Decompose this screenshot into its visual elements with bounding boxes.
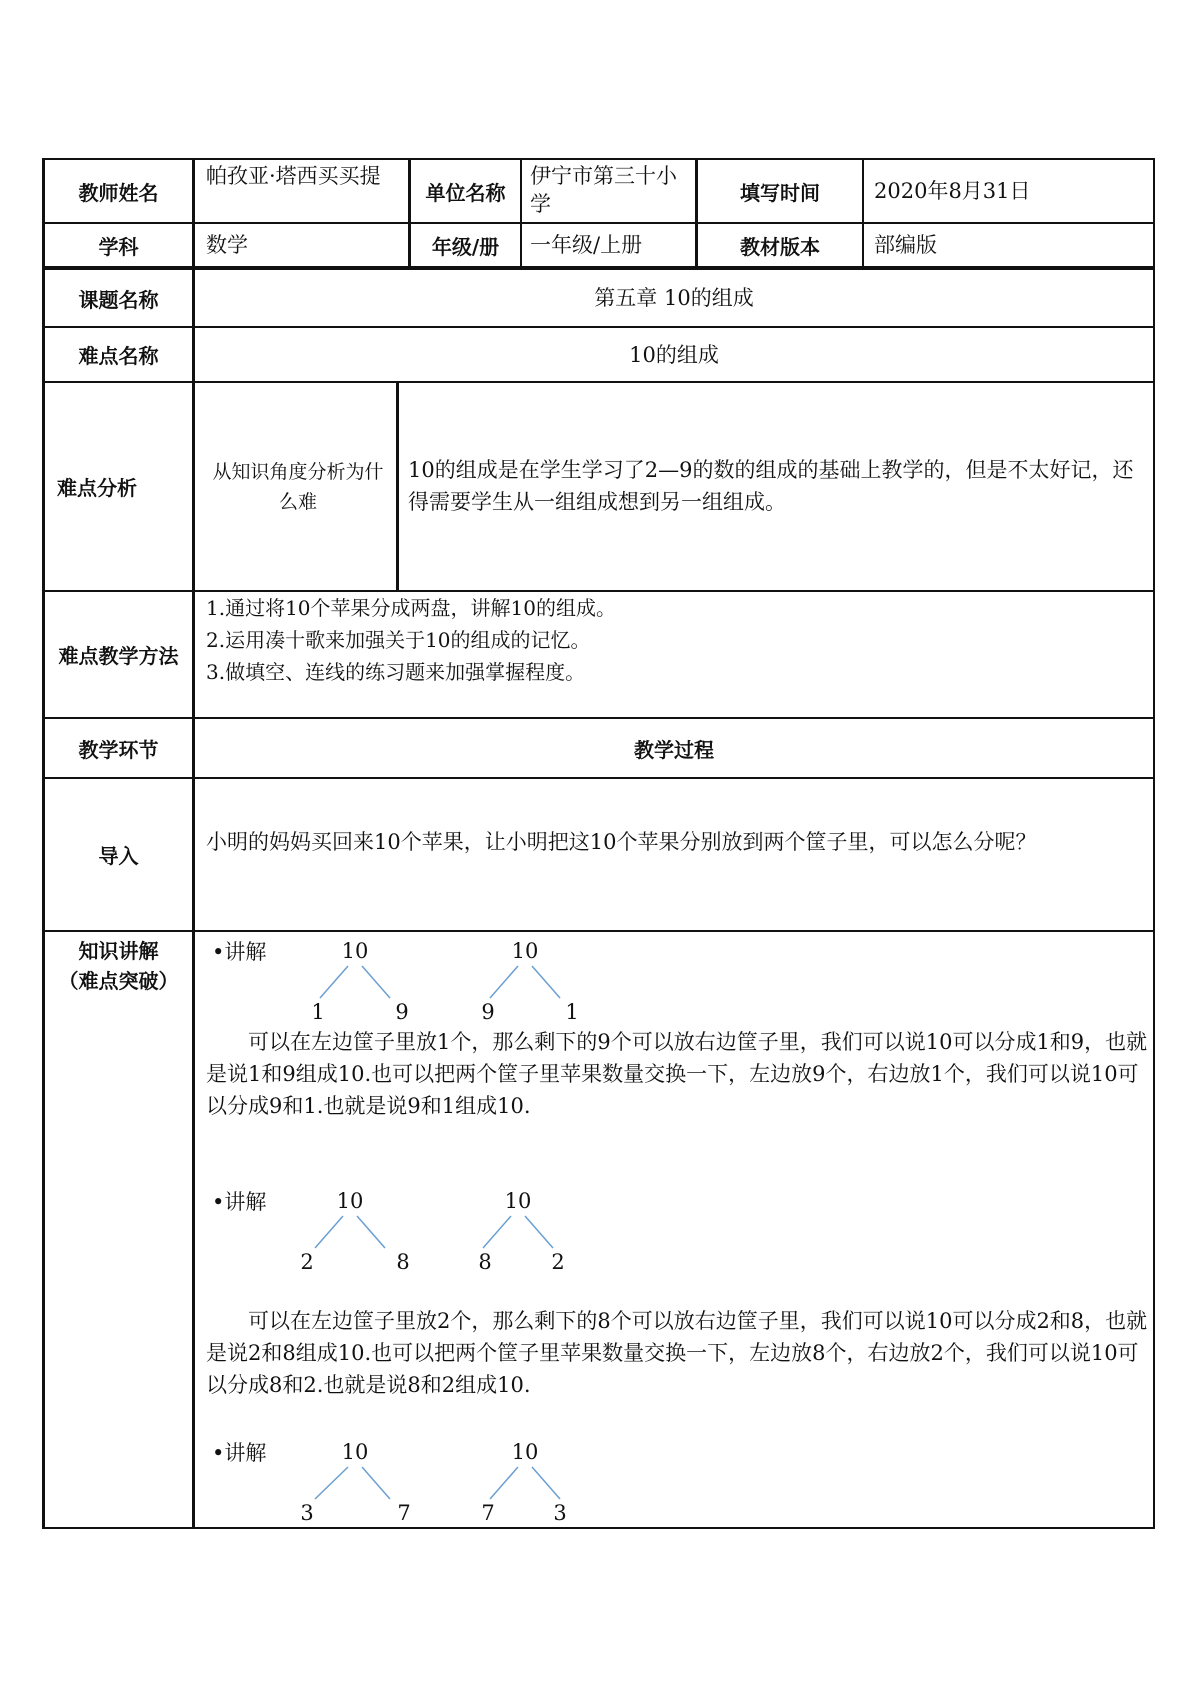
teaching-process-label: 教学过程 [634,737,714,762]
fill-date-value: 2020年8月31日 [874,179,1031,203]
tree-top-number: 10 [341,1440,369,1464]
tree-branch-left [490,966,518,998]
composition-tree [470,936,610,1022]
teacher-name-value: 帕孜亚·塔西买买提 [206,164,381,188]
difficulty-analysis-label: 难点分析 [57,476,137,500]
teaching-method-label: 难点教学方法 [58,644,179,668]
tree-left-number: 8 [478,1250,492,1274]
tree-right-number: 7 [397,1501,411,1525]
explain-bullet: •讲解 [212,1441,267,1465]
composition-tree [300,1437,440,1523]
tree-right-number: 8 [396,1250,410,1274]
method-item: 1.通过将10个苹果分成两盘，讲解10的组成。 [206,596,616,620]
tree-top-number: 10 [511,1440,539,1464]
composition-tree [463,1186,603,1272]
tree-branch-left [483,1216,511,1248]
tree-branch-left [315,1216,343,1248]
topic-value: 第五章 10的组成 [594,286,754,310]
intro-label: 导入 [98,844,139,868]
tree-branch-right [532,1467,560,1499]
explain-bullet: •讲解 [212,1190,267,1214]
tree-branch-right [532,966,560,998]
tree-branch-right [357,1216,385,1248]
method-item: 2.运用凑十歌来加强关于10的组成的记忆。 [206,628,591,652]
knowledge-label-line2: （难点突破） [58,969,179,993]
difficulty-name-label: 难点名称 [78,344,159,368]
grade-value: 一年级/上册 [530,233,643,257]
tree-branch-left [320,966,348,998]
analysis-text: 10的组成是在学生学习了2—9的数的组成的基础上教学的，但是不太好记，还得需要学生从一组组成想到另一组组成。 [408,458,1134,514]
explain-bullet: •讲解 [212,940,267,964]
teaching-stage-label: 教学环节 [78,737,159,762]
subject-label: 学科 [98,234,139,259]
tree-left-number: 3 [300,1501,314,1525]
knowledge-label [45,936,192,996]
unit-name-value: 伊宁市第三十小学 [530,164,677,216]
composition-tree [300,936,440,1022]
intro-text: 小明的妈妈买回来10个苹果，让小明把这10个苹果分别放到两个筐子里，可以怎么分呢？ [206,830,1037,854]
knowledge-label-line1: 知识讲解 [78,939,159,963]
tree-branch-right [525,1216,553,1248]
tree-top-number: 10 [341,939,369,963]
tree-branch-left [315,1467,348,1499]
subject-value: 数学 [206,233,248,257]
tree-branch-right [362,966,390,998]
tree-top-number: 10 [336,1189,364,1213]
tree-right-number: 3 [553,1501,567,1525]
tree-right-number: 2 [551,1250,565,1274]
edition-value: 部编版 [874,233,937,257]
teacher-name-label: 教师姓名 [78,180,159,205]
tree-branch-left [490,1467,518,1499]
composition-tree [295,1186,435,1272]
tree-branch-right [362,1467,390,1499]
grade-label: 年级/册 [431,234,500,259]
tree-left-number: 9 [481,1000,495,1024]
unit-name-label: 单位名称 [425,180,506,205]
difficulty-name-value: 10的组成 [629,342,719,367]
tree-right-number: 9 [395,1000,409,1024]
tree-right-number: 1 [565,1000,579,1024]
explain-paragraph: 可以在左边筐子里放2个，那么剩下的8个可以放右边筐子里，我们可以说10可以分成2和8，也就是说2和8组成10.也可以把两个筐子里苹果数量交换一下，左边放8个，右边放2个，我们可以说10可以分成8和2.也就是说8和2组成10. [206,1309,1148,1397]
tree-left-number: 1 [311,1000,325,1024]
tree-left-number: 2 [300,1250,314,1274]
tree-left-number: 7 [481,1501,495,1525]
method-item: 3.做填空、连线的练习题来加强掌握程度。 [206,660,586,684]
fill-date-label: 填写时间 [740,180,820,205]
composition-tree [470,1437,610,1523]
tree-top-number: 10 [511,939,539,963]
edition-label: 教材版本 [740,234,820,259]
topic-label: 课题名称 [78,287,159,312]
tree-top-number: 10 [504,1189,532,1213]
teaching-method-list [206,592,1146,688]
explain-paragraph: 可以在左边筐子里放1个，那么剩下的9个可以放右边筐子里，我们可以说10可以分成1和9，也就是说1和9组成10.也可以把两个筐子里苹果数量交换一下，左边放9个，右边放1个，我们可以说10可以分成9和1.也就是说9和1组成10. [206,1030,1148,1118]
analysis-sub-label: 从知识角度分析为什么难 [212,460,384,513]
